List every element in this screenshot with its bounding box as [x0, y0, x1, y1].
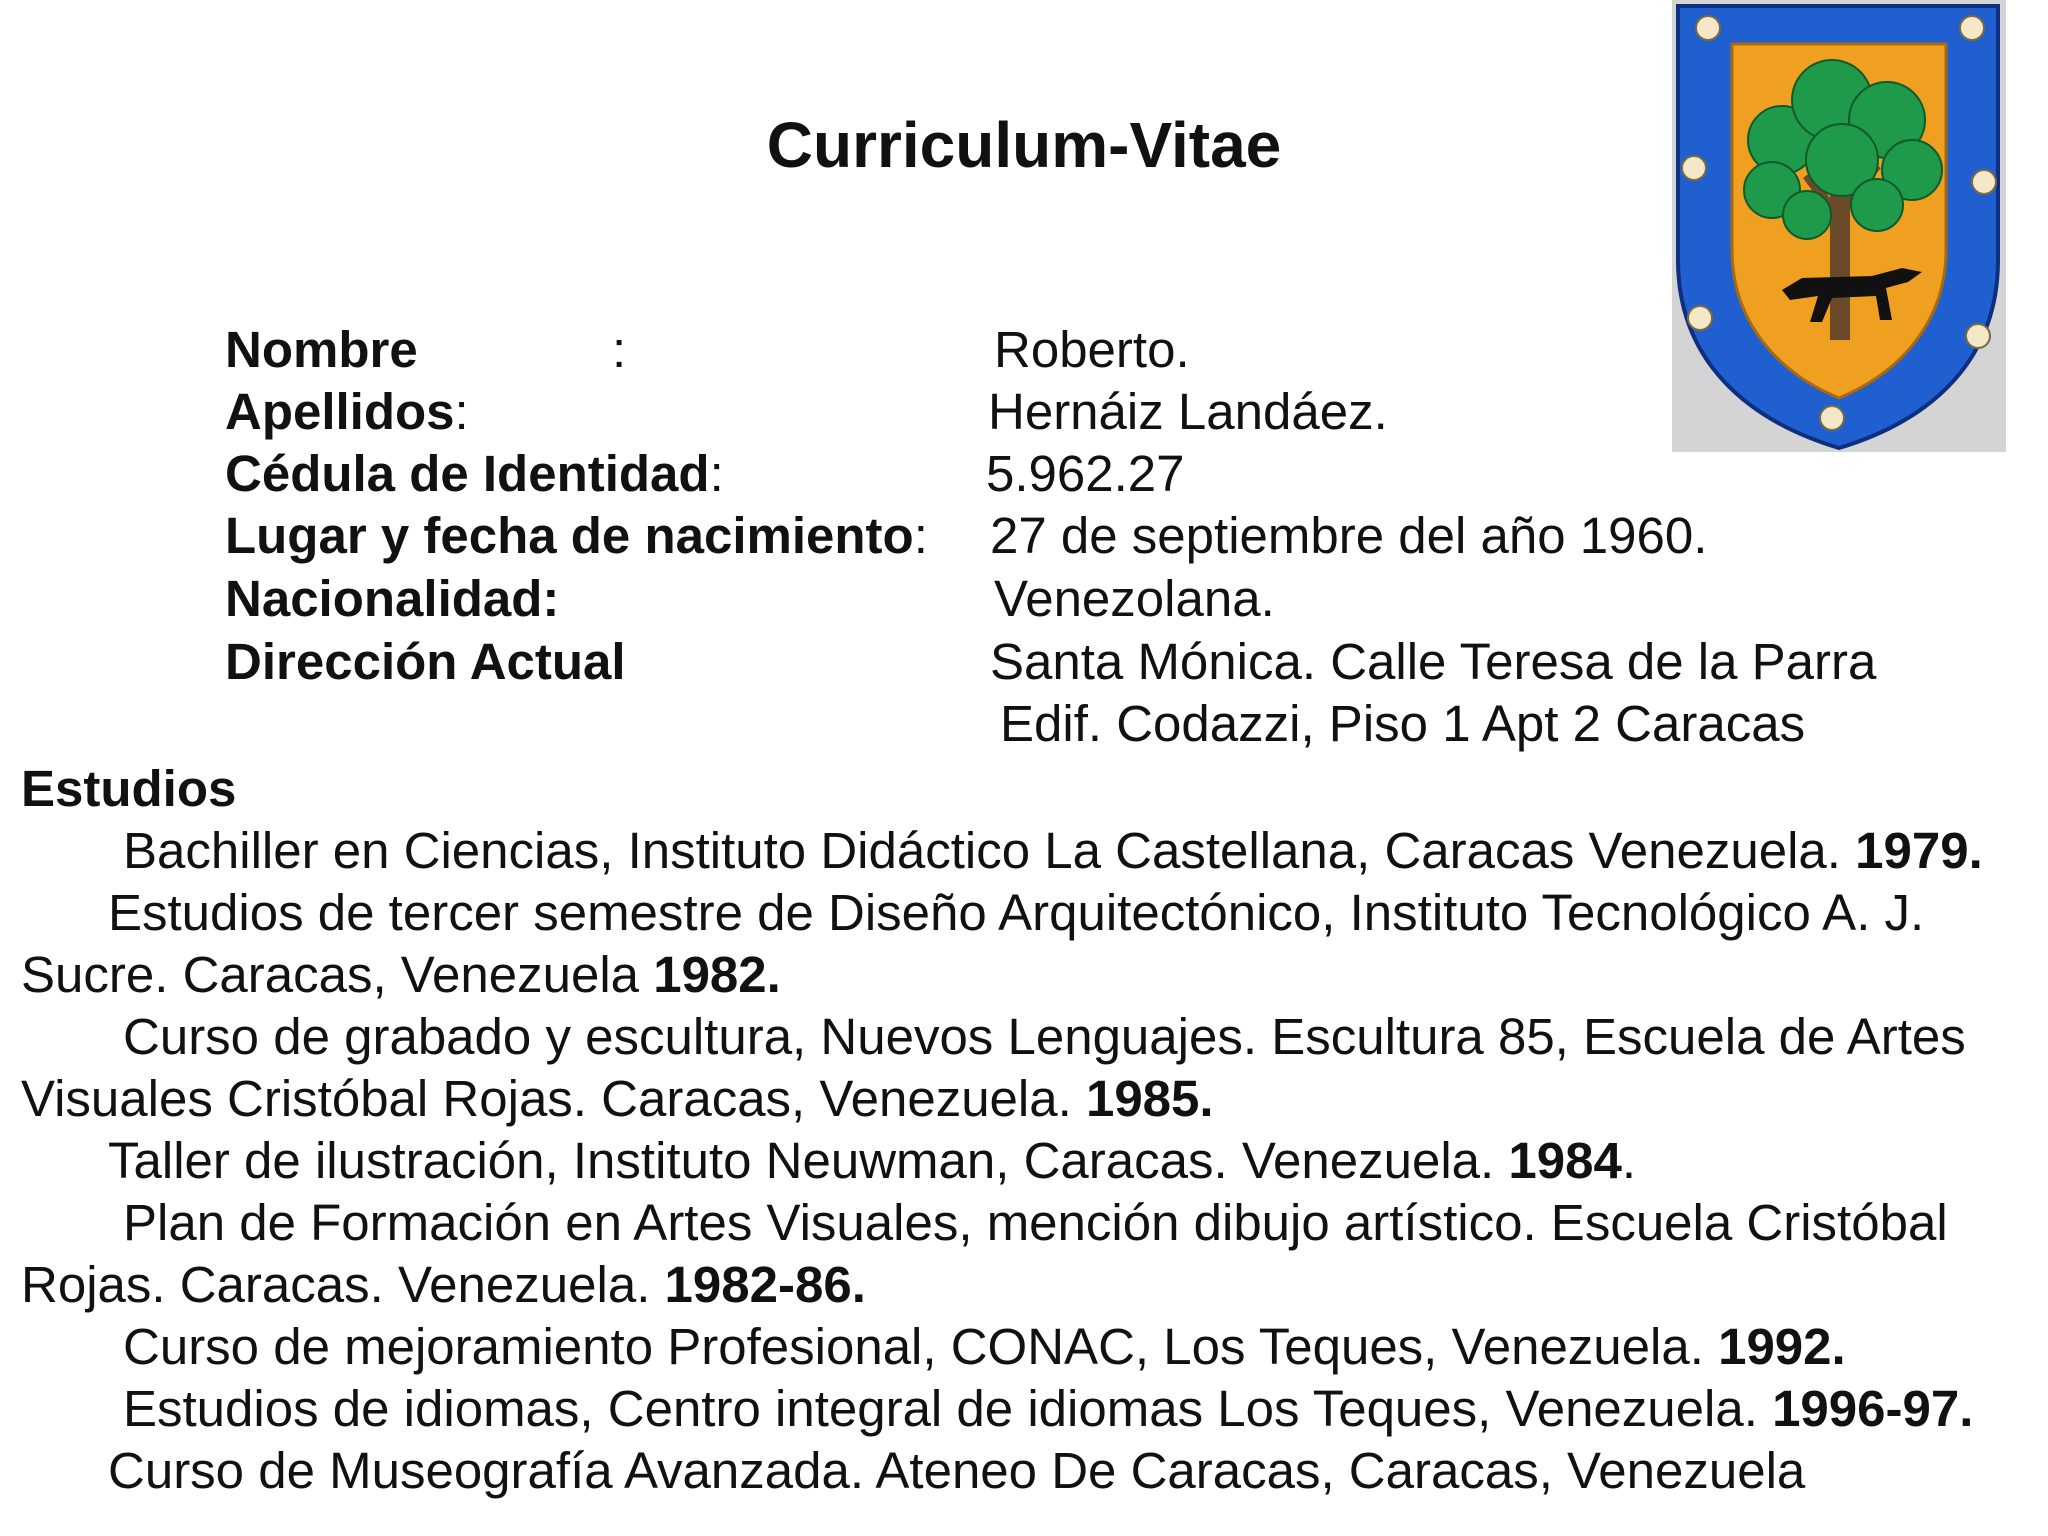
- nacionalidad-value: Venezolana.: [994, 570, 1275, 627]
- studies-section: [21, 758, 2021, 1502]
- apellidos-label: Apellidos:: [225, 383, 469, 440]
- study-entry-continuation: Rojas. Caracas. Venezuela. 1982-86.: [21, 1256, 866, 1313]
- page-title: Curriculum-Vitae: [766, 109, 1282, 181]
- nombre-label: Nombre: [225, 321, 418, 378]
- direccion-line-2: Edif. Codazzi, Piso 1 Apt 2 Caracas: [1000, 695, 1806, 752]
- lugar-label: Lugar y fecha de nacimiento:: [225, 507, 928, 564]
- study-entry: Taller de ilustración, Instituto Neuwman, Caracas. Venezuela. 1984.: [108, 1132, 1637, 1189]
- study-entry: Bachiller en Ciencias, Instituto Didáctico La Castellana, Caracas Venezuela. 1979.: [123, 822, 1983, 879]
- nombre-colon: :: [612, 321, 627, 378]
- study-entry: Estudios de tercer semestre de Diseño Arquitectónico, Instituto Tecnológico A. J.: [108, 884, 1925, 941]
- apellidos-value: Hernáiz Landáez.: [988, 383, 1388, 440]
- study-entry: Curso de grabado y escultura, Nuevos Lenguajes. Escultura 85, Escuela de Artes: [123, 1008, 1966, 1065]
- coat-of-arms-image: [1672, 0, 2006, 452]
- direccion-line-1: Santa Mónica. Calle Teresa de la Parra: [990, 633, 1877, 690]
- studies-heading: Estudios: [21, 760, 237, 817]
- study-entry-continuation: Sucre. Caracas, Venezuela 1982.: [21, 946, 781, 1003]
- nombre-value: Roberto.: [994, 321, 1190, 378]
- nacionalidad-label: Nacionalidad:: [225, 570, 560, 627]
- study-entry: Curso de Museografía Avanzada. Ateneo De Caracas, Caracas, Venezuela: [108, 1442, 1806, 1499]
- study-entry: Plan de Formación en Artes Visuales, mención dibujo artístico. Escuela Cristóbal: [123, 1194, 1948, 1251]
- study-entry: Estudios de idiomas, Centro integral de idiomas Los Teques, Venezuela. 1996-97.: [123, 1380, 1974, 1437]
- lugar-value: 27 de septiembre del año 1960.: [990, 507, 1708, 564]
- coat-of-arms-icon: [1672, 0, 2006, 452]
- cedula-value: 5.962.27: [986, 445, 1185, 502]
- study-entry-continuation: Visuales Cristóbal Rojas. Caracas, Venezuela. 1985.: [21, 1070, 1214, 1127]
- cedula-label: Cédula de Identidad:: [225, 445, 724, 502]
- study-entry: Curso de mejoramiento Profesional, CONAC, Los Teques, Venezuela. 1992.: [123, 1318, 1846, 1375]
- direccion-label: Dirección Actual: [225, 633, 626, 690]
